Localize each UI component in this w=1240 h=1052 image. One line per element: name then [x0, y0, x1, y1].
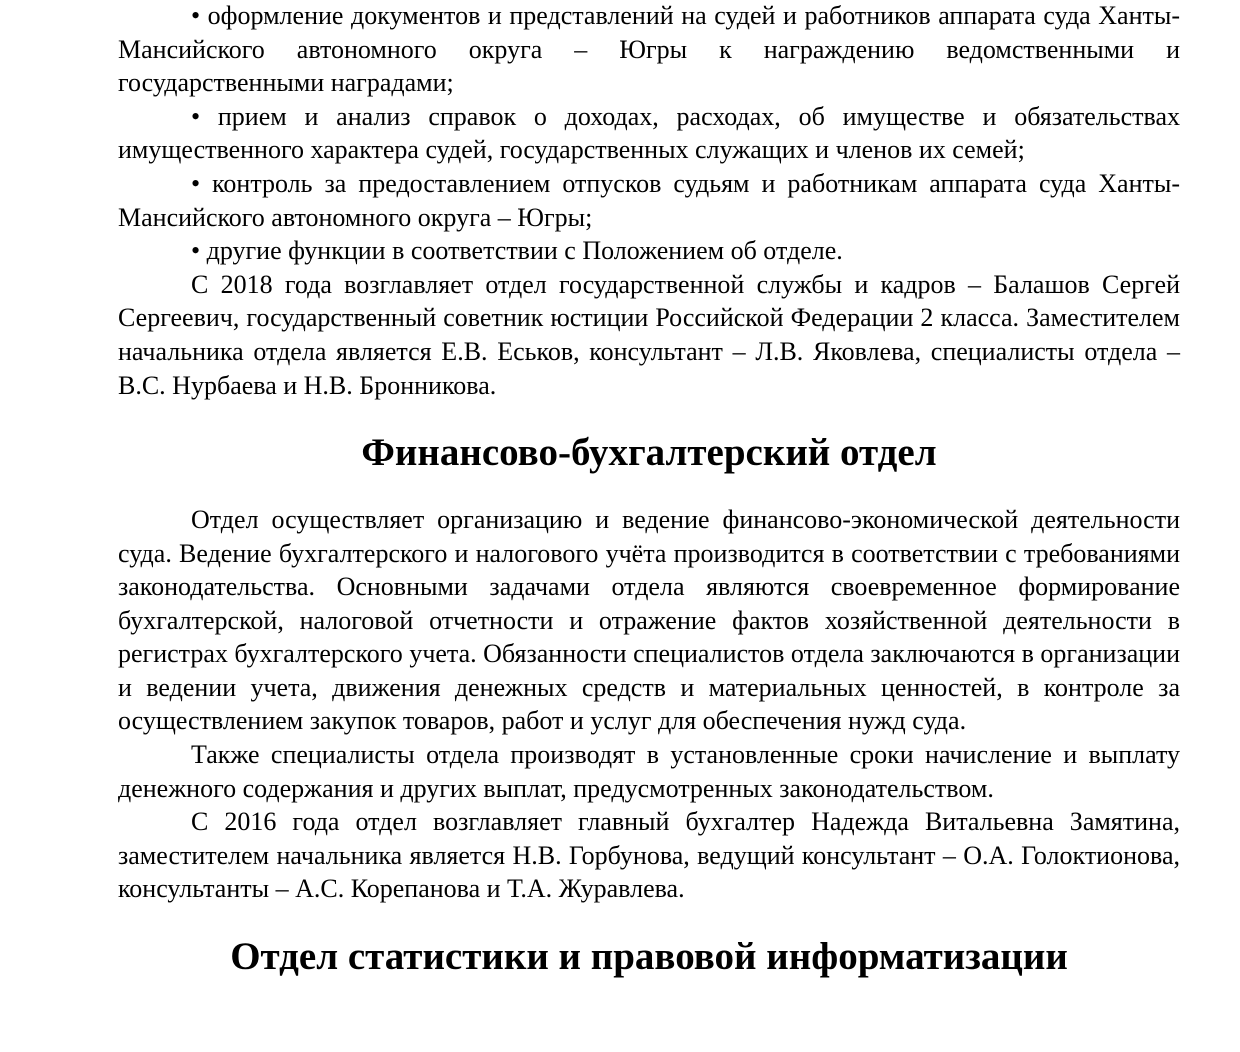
paragraph-finance-payments: Также специалисты отдела производят в установленные сроки начисление и выплату денежного содержания и других выплат, предусмотренных законодательством. [118, 740, 1180, 803]
paragraph-vacations: • контроль за предоставлением отпусков судьям и работникам аппарата суда Ханты-Мансийского автономного округа – Югры; [118, 168, 1180, 232]
section-heading-statistics: Отдел статистики и правовой информатизации [230, 934, 1068, 978]
paragraph-awards: • оформление документов и представлений на судей и работников аппарата суда Ханты-Мансийского автономного округа – Югры к награждению ведомственными и государственными наградами; [118, 1, 1180, 98]
paragraph-hr-head: С 2018 года возглавляет отдел государственной службы и кадров – Балашов Сергей Сергеевич, государственный советник юстиции Российской Федерации 2 класса. Заместителем начальника отдела является Е.В. Еськов, консультант – Л.В. Яковлева, специалисты отдела – В.С. Нурбаева и Н.В. Бронникова. [118, 269, 1180, 400]
spacer [118, 469, 1180, 503]
document-page [118, 0, 1180, 978]
paragraph-other-functions: • другие функции в соответствии с Положением об отделе. [191, 236, 843, 266]
section-heading-finance: Финансово-бухгалтерский отдел [361, 430, 937, 474]
paragraph-finance-head: С 2016 года отдел возглавляет главный бухгалтер Надежда Витальевна Замятина, заместителем начальника является Н.В. Горбунова, ведущий консультант – О.А. Голоктионова, консультанты – А.С. Корепанова и Т.А. Журавлева. [118, 807, 1180, 904]
paragraph-income-declarations: • прием и анализ справок о доходах, расходах, об имуществе и обязательствах имущественного характера судей, государственных служащих и членов их семей; [118, 101, 1180, 165]
paragraph-finance-duties: Отдел осуществляет организацию и ведение финансово-экономической деятельности суда. Ведение бухгалтерского и налогового учёта производится в соответствии с требованиями законодательства. Основными задачами отдела являются своевременное формирование бухгалтерской, налоговой отчетности и отражение фактов хозяйственной деятельности в регистрах бухгалтерского учета. Обязанности специалистов отдела заключаются в организации и ведении учета, движения денежных средств и материальных ценностей, в контроле за осуществлением закупок товаров, работ и услуг для обеспечения нужд суда. [118, 504, 1180, 736]
